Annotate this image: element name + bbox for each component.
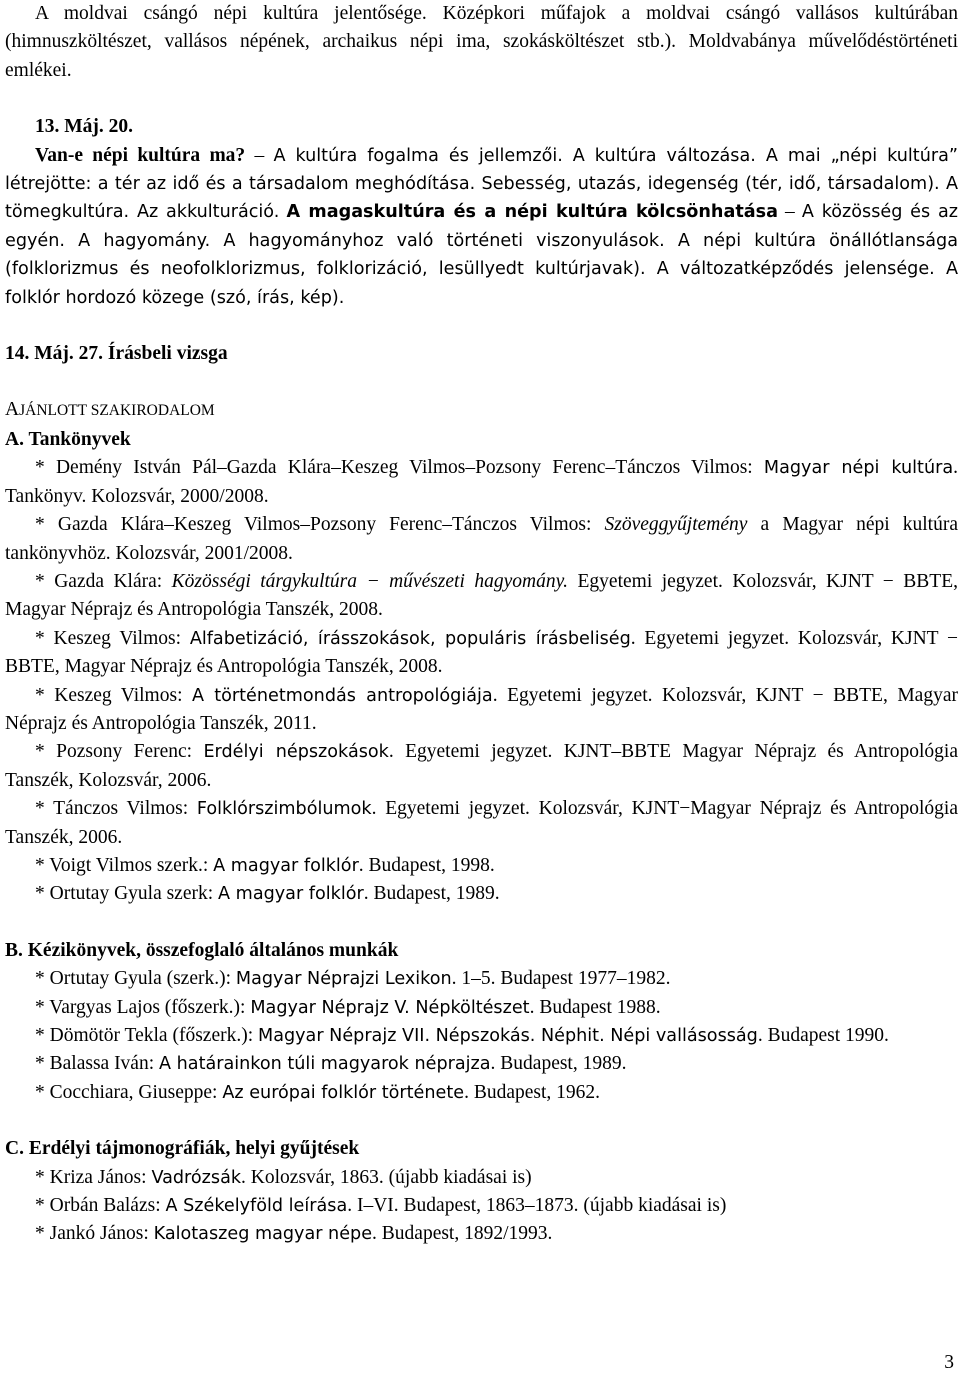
reference-title: Alfabetizáció, írásszokások, populáris írásbeliség: [189, 628, 631, 649]
reference-title: Vadrózsák: [151, 1167, 242, 1188]
reference-title: A magyar folklór: [218, 884, 364, 905]
session13-text2: A közösség és az egyén. A hagyomány. A hagyományhoz való történeti viszonyulások. A népi kultúra önállótlansága (folklorizmus és neofolklorizmus, folklorizáció, lesüllyedt kultúrjavak). A változatképződés jelensége. A folklór hordozó közege (szó, írás, kép).: [5, 202, 958, 308]
reference-item: [5, 1164, 958, 1192]
reference-author: * Tánczos Vilmos:: [35, 798, 197, 820]
reference-title: A történetmondás antropológiája: [192, 685, 493, 706]
section-b-list: [5, 965, 958, 1107]
reference-author: * Pozsony Ferenc:: [35, 741, 204, 763]
session14: [5, 340, 958, 368]
section-c-list: [5, 1164, 958, 1249]
reference-item: [5, 795, 958, 852]
reference-item: [5, 1192, 958, 1220]
section-a-title: A. Tankönyvek: [5, 428, 131, 450]
reference-title: Az európai folklór története: [222, 1082, 465, 1103]
reference-details: a Magyar népi kultúra tankönyvhöz. Kolozsvár, 2001/2008.: [5, 514, 958, 564]
session13-date: 13. Máj. 20.: [35, 116, 134, 138]
reference-item: [5, 994, 958, 1022]
reference-details: . Egyetemi jegyzet. KJNT–BBTE Magyar Néprajz és Antropológia Tanszék, Kolozsvár, 2006.: [5, 741, 958, 791]
spacer: [5, 909, 958, 937]
reference-item: [5, 682, 958, 739]
reference-author: * Ortutay Gyula (szerk.):: [35, 968, 236, 990]
reference-item: [5, 1050, 958, 1078]
reference-author: * Voigt Vilmos szerk.:: [35, 854, 214, 876]
reference-title: Közösségi tárgykultúra − művészeti hagyomány.: [171, 570, 569, 592]
reference-item: [5, 1220, 958, 1248]
reference-author: * Keszeg Vilmos:: [35, 627, 190, 649]
reference-author: * Vargyas Lajos (főszerk.):: [35, 996, 251, 1018]
reference-details: . Kolozsvár, 1863. (újabb kiadásai is): [241, 1166, 532, 1188]
spacer: [5, 368, 958, 396]
reference-details: . Egyetemi jegyzet. Kolozsvár, KJNT−Magyar Néprajz és Antropológia Tanszék, 2006.: [5, 798, 958, 848]
literature-heading: AJÁNLOTT SZAKIRODALOM: [5, 399, 215, 421]
reference-details: . Budapest 1988.: [529, 996, 661, 1018]
reference-author: * Cocchiara, Giuseppe:: [35, 1081, 223, 1103]
reference-title: A Székelyföld leírása: [165, 1196, 348, 1217]
page-number: 3: [944, 1352, 954, 1373]
reference-author: * Balassa Iván:: [35, 1053, 160, 1075]
reference-item: [5, 738, 958, 795]
reference-title: Magyar Néprajzi Lexikon: [235, 969, 452, 990]
section-a-list: [5, 454, 958, 909]
reference-item: [5, 852, 958, 880]
session14-date: 14. Máj. 27.: [5, 343, 104, 365]
reference-details: . I–VI. Budapest, 1863–1873. (újabb kiadásai is): [347, 1195, 727, 1217]
section-b-title: B. Kézikönyvek, összefoglaló általános munkák: [5, 939, 399, 961]
reference-item: [5, 625, 958, 682]
spacer: [5, 85, 958, 113]
reference-author: * Ortutay Gyula szerk:: [35, 883, 219, 905]
session13-title2: A magaskultúra és a népi kultúra kölcsönhatása: [286, 202, 778, 223]
reference-title: Erdélyi népszokások: [203, 742, 389, 763]
reference-details: . Budapest 1990.: [757, 1025, 889, 1046]
session12-text: A moldvai csángó népi kultúra jelentősége. Középkori műfajok a moldvai csángó vallásos kultúrában (himnuszköltészet, vallásos népének, archaikus népi ima, szokásköltészet stb.). Moldvabánya művelődéstörténeti emlékei.: [5, 3, 958, 81]
session13-block: Van-e népi kultúra ma? – A kultúra fogalma és jellemzői. A kultúra változása. A mai „népi kultúra” létrejötte: a tér az idő és a társadalom meghódítása. Sebesség, utazás, idegenség (tér, idő, társadalom). A tömegkultúra. Az akkulturáció. A magaskultúra és a népi kultúra kölcsönhatása – A közösség és az egyén. A hagyomány. A hagyományhoz való történeti viszonyulások. A népi kultúra önállótlansága (folklorizmus és neofolklorizmus, folklorizáció, lesüllyedt kultúrjavak). A változatképződés jelensége. A folklór hordozó közege (szó, írás, kép).: [5, 144, 958, 308]
reference-title: A magyar folklór: [213, 855, 359, 876]
session13-title: Van-e népi kultúra ma?: [35, 144, 246, 166]
spacer: [5, 312, 958, 340]
reference-title: Szöveggyűjtemény: [604, 514, 748, 536]
reference-item: [5, 511, 958, 568]
reference-details: . Budapest, 1989.: [490, 1053, 627, 1075]
reference-title: Kalotaszeg magyar népe: [153, 1224, 373, 1245]
reference-details: . 1–5. Budapest 1977–1982.: [451, 968, 671, 990]
reference-details: . Budapest, 1998.: [358, 854, 495, 876]
reference-title: Folklórszimbólumok: [196, 799, 372, 820]
session13-text1: A kultúra fogalma és jellemzői. A kultúra változása. A mai „népi kultúra” létrejötte: a tér az idő és a társadalom meghódítása. Sebesség, utazás, idegenség (tér, idő, társadalom). A tömegkultúra. Az akkulturáció.: [5, 145, 958, 223]
reference-author: * Orbán Balázs:: [35, 1195, 166, 1217]
reference-details: . Budapest, 1989.: [363, 883, 500, 905]
reference-author: * Demény István Pál–Gazda Klára–Keszeg Vilmos–Pozsony Ferenc–Tánczos Vilmos:: [35, 457, 764, 479]
reference-title: Magyar Néprajz V. Népköltészet: [250, 997, 530, 1018]
reference-details: . Budapest, 1892/1993.: [372, 1223, 553, 1245]
reference-author: * Gazda Klára–Keszeg Vilmos–Pozsony Ferenc–Tánczos Vilmos:: [35, 514, 605, 536]
reference-author: * Gazda Klára:: [35, 570, 172, 592]
reference-author: * Keszeg Vilmos:: [35, 684, 192, 706]
reference-details: . Egyetemi jegyzet. Kolozsvár, KJNT − BBTE, Magyar Néprajz és Antropológia Tanszék, 2008.: [5, 627, 958, 678]
reference-author: * Kriza János:: [35, 1166, 152, 1188]
reference-title: Magyar Néprajz VII. Népszokás. Néphit. Népi vallásosság: [258, 1026, 758, 1046]
reference-item: [5, 1022, 958, 1050]
reference-title: Magyar népi kultúra: [763, 458, 954, 479]
reference-details: . Budapest, 1962.: [464, 1081, 601, 1103]
reference-item: [5, 880, 958, 908]
spacer: [5, 1107, 958, 1135]
reference-author: * Dömötör Tekla (főszerk.):: [35, 1025, 259, 1046]
reference-details: Egyetemi jegyzet. Kolozsvár, KJNT − BBTE, Magyar Néprajz és Antropológia Tanszék, 2008.: [5, 570, 958, 621]
document-page: [5, 0, 958, 1249]
reference-author: * Jankó János:: [35, 1223, 154, 1245]
session14-title: Írásbeli vizsga: [107, 343, 228, 365]
reference-item: [5, 454, 958, 511]
reference-details: . Tankönyv. Kolozsvár, 2000/2008.: [5, 457, 958, 507]
reference-title: A határainkon túli magyarok néprajza: [159, 1054, 491, 1075]
reference-details: . Egyetemi jegyzet. Kolozsvár, KJNT − BBTE, Magyar Néprajz és Antropológia Tanszék, 2011.: [5, 684, 958, 734]
reference-item: [5, 1079, 958, 1107]
reference-item: [5, 568, 958, 625]
reference-item: [5, 965, 958, 993]
section-c-title: C. Erdélyi tájmonográfiák, helyi gyűjtések: [5, 1138, 360, 1160]
